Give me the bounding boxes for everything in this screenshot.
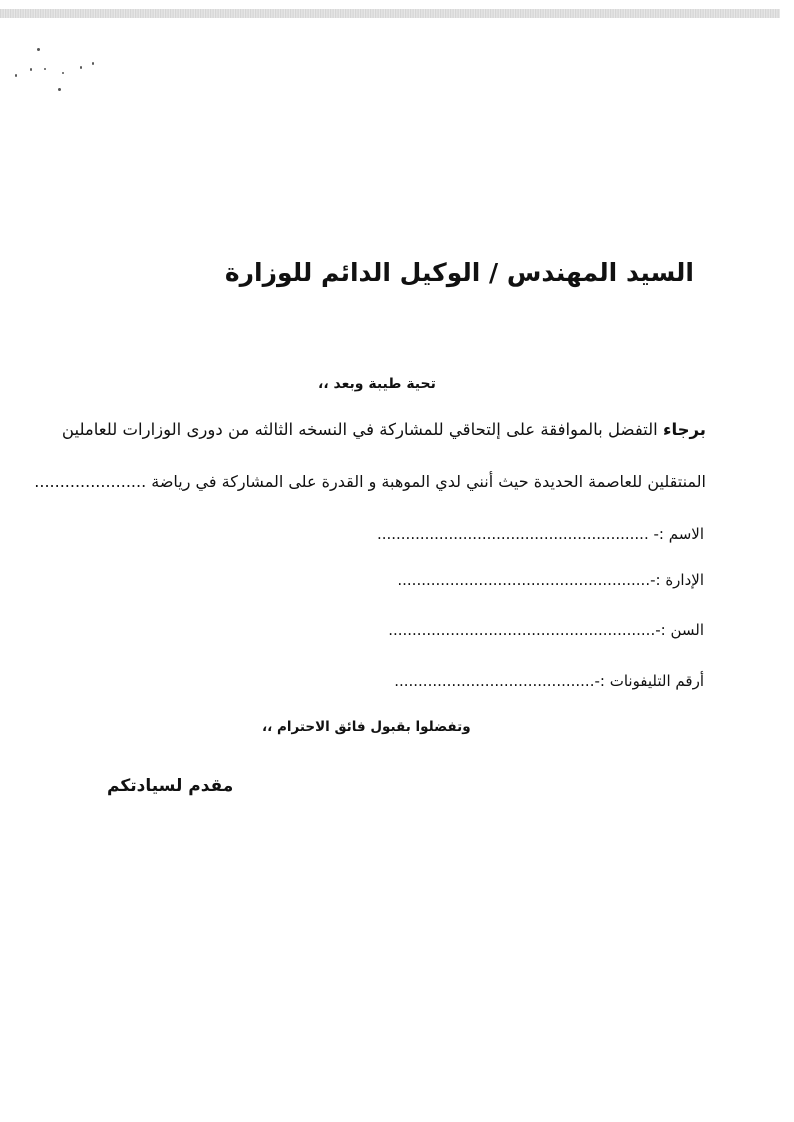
- scan-speckle: [30, 68, 32, 71]
- scan-speckle: [37, 48, 40, 51]
- scan-speckle: [62, 72, 64, 74]
- scan-border-strip: [0, 9, 780, 18]
- scan-speckle: [92, 62, 94, 65]
- letter-signoff: مقدم لسيادتكم: [107, 776, 234, 796]
- age-field: السن :-........................................................: [388, 621, 704, 639]
- letter-body-line-1: [62, 420, 706, 439]
- letter-greeting: تحية طيبة وبعد ،،: [318, 376, 436, 392]
- phone-numbers-field: أرقم التليفونات :-..........................................: [394, 672, 704, 690]
- letter-body-lead: برجاء: [663, 420, 706, 439]
- scan-speckle: [44, 68, 46, 70]
- name-field: الاسم :- .........................................................: [376, 525, 704, 543]
- department-field: الإدارة :-.....................................................: [397, 571, 704, 589]
- scan-speckle: [15, 74, 17, 77]
- letter-body-line-2: المنتقلين للعاصمة الحديدة حيث أنني لدي الموهبة و القدرة على المشاركة في رياضة ......................: [34, 472, 706, 491]
- scan-speckle: [80, 66, 82, 69]
- letter-closing: وتفضلوا بقبول فائق الاحترام ،،: [262, 719, 471, 735]
- letter-body-line-1-text: التفضل بالموافقة على إلتحاقي للمشاركة في النسخه الثالثه من دورى الوزارات للعاملين: [61, 420, 658, 439]
- scan-speckle: [58, 88, 61, 91]
- letter-addressee: السيد المهندس / الوكيل الدائم للوزارة: [224, 258, 694, 287]
